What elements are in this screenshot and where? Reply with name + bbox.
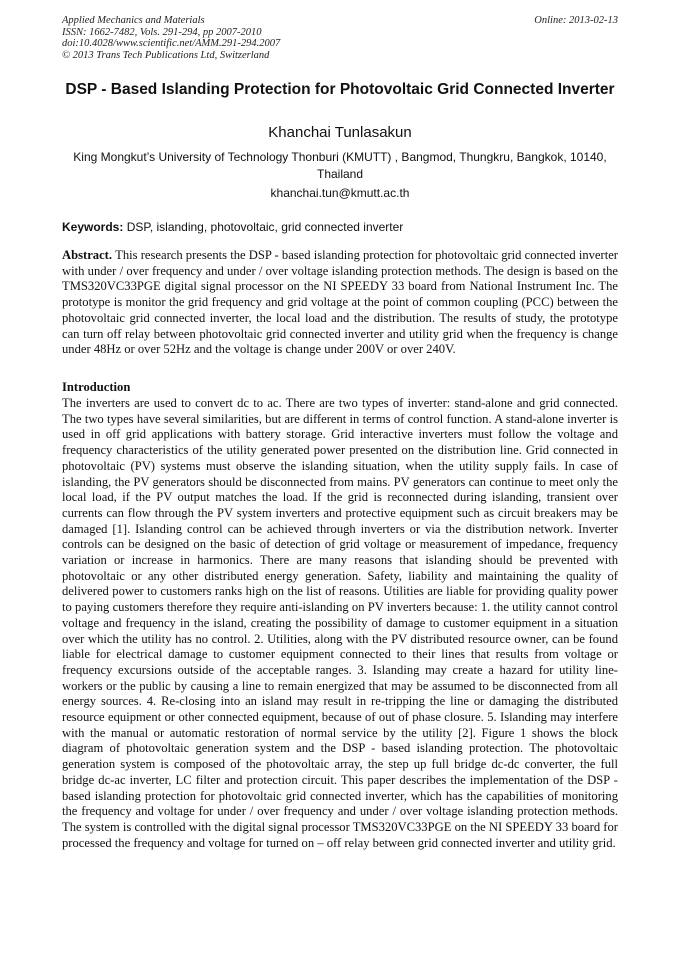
introduction-text: The inverters are used to convert dc to ac. There are two types of inverter: stand-alone and grid connected. The two types have several similarities, but are different in terms of control function. A stand-alone inverter is used in off grid applications with battery storage. Grid interactive inverters must follow the voltage and frequency characteristics of the utility generated power presented on the distribution line. Grid connected in photovoltaic (PV) systems must observe the islanding situation, when the utility supply fails. In case of islanding, the PV generators should be disconnected from mains. PV generators can continue to meet only the local load, if the PV output matches the load. If the grid is reconnected during islanding, transient over currents can flow through the PV system inverters and protective equipment such as circuit breakers may be damaged [1]. Islanding control can be achieved through inverters or via the distribution network. Inverter controls can be designed on the basic of detection of grid voltage or measurement of impedance, frequency variation or increase in harmonics. There are many reasons that islanding should be prevented with photovoltaic or any other distributed energy generation. Safety, liability and maintaining the quality of delivered power to customers ranks high on the list of reasons. Utilities are liable for providing quality power to paying customers therefore they require anti-islanding on PV inverters because: 1. the utility cannot control voltage and frequency in the island, creating the possibility of damage to customer equipment in a situation over which the utility has no control. 2. Utilities, along with the PV distributed resource owner, can be found liable for electrical damage to customer equipment connected to their lines that results from voltage or frequency excursions outside of the acceptable ranges. 3. Islanding may create a hazard for utility line-workers or the public by causing a line to remain energized that may be assumed to be disconnected from all energy sources. 4. Re-closing into an island may result in re-tripping the line or damaging the distributed resource equipment or other connected equipment, because of out of phase closure. 5. Islanding may interfere with the manual or automatic restoration of normal service by the utility [2]. Figure 1 shows the block diagram of photovoltaic generation system and the DSP - based islanding protection. The photovoltaic generation system is composed of the photovoltaic array, the step up full bridge dc-dc converter, the full bridge dc-ac inverter, LC filter and protection circuit. This paper describes the implementation of the DSP - based islanding protection for photovoltaic grid connected inverter, which has the capabilities of monitoring the frequency and voltage for under / over frequency and under / over voltage islanding protection methods. The system is controlled with the digital signal processor TMS320VC33PGE on the NI SPEEDY 33 board for processed the frequency and voltage for turned on – off relay between grid connected inverter and utility grid. <box>62 396 618 850</box>
abstract-label: Abstract. <box>62 248 116 262</box>
keywords-text: DSP, islanding, photovoltaic, grid connected inverter <box>126 220 404 234</box>
author-email: khanchai.tun@kmutt.ac.th <box>270 186 410 200</box>
paper-title: DSP - Based Islanding Protection for Photovoltaic Grid Connected Inverter <box>65 81 615 98</box>
copyright-line: © 2013 Trans Tech Publications Ltd, Switzerland <box>62 49 270 61</box>
keywords <box>62 219 618 235</box>
online-date: Online: 2013-02-13 <box>534 15 618 26</box>
section-heading-introduction: Introduction <box>62 380 131 394</box>
keywords-label: Keywords: <box>62 220 127 234</box>
author-affiliation: King Mongkut’s University of Technology Thonburi (KMUTT) , Bangmod, Thungkru, Bangkok, 10140, Thailand <box>73 150 607 181</box>
doi-line: doi:10.4028/www.scientific.net/AMM.291-294.2007 <box>62 38 281 50</box>
abstract <box>62 248 618 358</box>
abstract-text: This research presents the DSP - based islanding protection for photovoltaic grid connected inverter with under / over frequency and under / over voltage islanding protection methods. The design is based on the TMS320VC33PGE digital signal processor on the NI SPEEDY 33 board from National Instrument Inc. The prototype is monitor the grid frequency and grid voltage at the point of common coupling (PCC) between the photovoltaic grid connected inverter, the local load and the distribution. The results of study, the prototype can turn off relay between photovoltaic grid connected inverter and utility grid when the frequency is change under 48Hz or over 52Hz and the voltage is change under 200V or over 240V. <box>62 248 618 357</box>
journal-name: Applied Mechanics and Materials <box>62 15 205 26</box>
issn-line: ISSN: 1662-7482, Vols. 291-294, pp 2007-2010 <box>62 26 262 38</box>
author-name: Khanchai Tunlasakun <box>268 124 412 141</box>
journal-header <box>62 15 618 61</box>
